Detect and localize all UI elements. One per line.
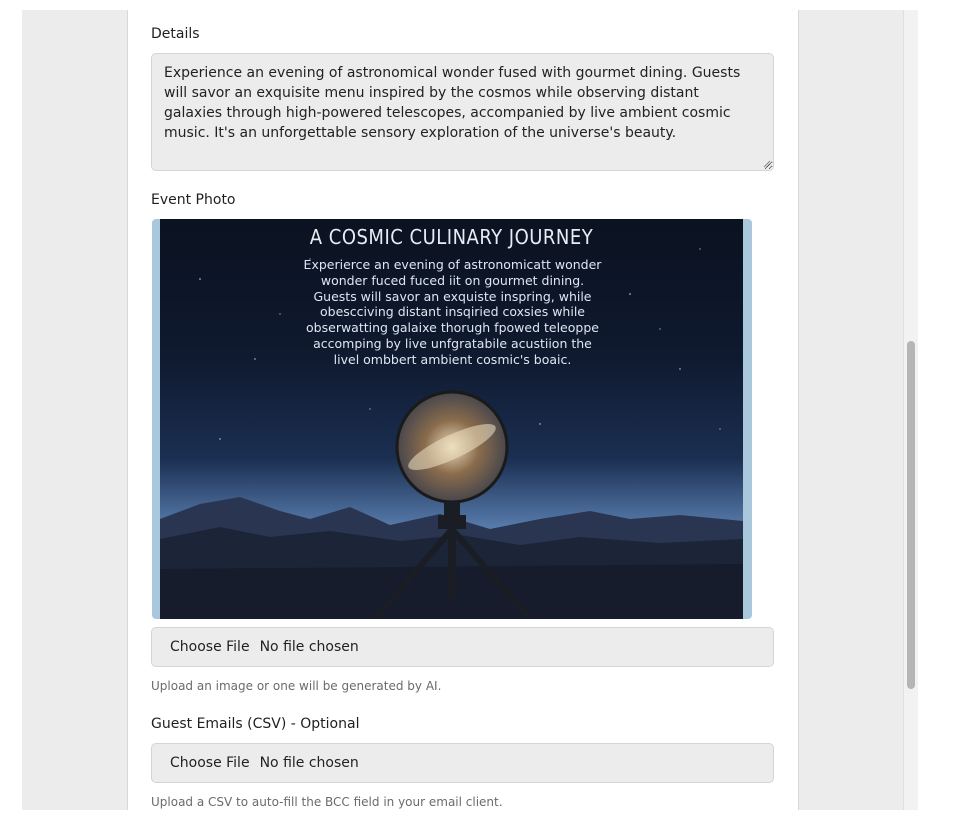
event-photo <box>152 219 752 619</box>
details-label: Details <box>151 26 200 42</box>
event-photo-file-input[interactable] <box>151 627 774 667</box>
photo-text-line: wonder fuced fuced iit on gourmet dining. <box>320 272 585 288</box>
photo-text-line: obescciving distant insqiried coxsies while <box>320 304 585 320</box>
choose-file-button[interactable]: Choose File <box>170 755 250 771</box>
file-status: No file chosen <box>259 639 359 655</box>
guest-emails-file-input[interactable] <box>151 743 774 783</box>
scrollbar[interactable] <box>903 10 918 810</box>
photo-title-text: A COSMIC CULINARY JOURNEY <box>309 225 594 249</box>
scrollbar-thumb[interactable] <box>907 341 915 689</box>
file-status: No file chosen <box>259 755 359 771</box>
photo-text-line: accomping by live unfgratabile acustiion the <box>313 335 592 351</box>
guest-emails-label: Guest Emails (CSV) - Optional <box>151 716 360 732</box>
event-photo-help: Upload an image or one will be generated by AI. <box>151 679 442 693</box>
details-textarea[interactable] <box>151 53 774 171</box>
event-photo-image <box>160 219 743 619</box>
photo-text-line: Experierce an evening of astronomicatt wonder <box>303 257 602 272</box>
guest-emails-help: Upload a CSV to auto-fill the BCC field in your email client. <box>151 795 503 809</box>
photo-text-line: livel ombbert ambient cosmic's boaic. <box>333 351 572 367</box>
resize-grip-icon[interactable] <box>763 160 771 168</box>
photo-body-text <box>220 257 685 368</box>
event-photo-label: Event Photo <box>151 192 236 208</box>
photo-text-line: obserwatting galaixe thorugh fpowed teleoppe <box>306 320 599 336</box>
choose-file-button[interactable]: Choose File <box>170 639 250 655</box>
details-text: Experience an evening of astronomical wonder fused with gourmet dining. Guests will savor an exquisite menu inspired by the cosmos while observing distant galaxies through high-powered telescopes, accompanied by live ambient cosmic music. It's an unforgettable sensory exploration of the universe's beauty. <box>164 65 741 141</box>
photo-text-line: Guests will savor an exquiste inspring, while <box>313 288 592 304</box>
